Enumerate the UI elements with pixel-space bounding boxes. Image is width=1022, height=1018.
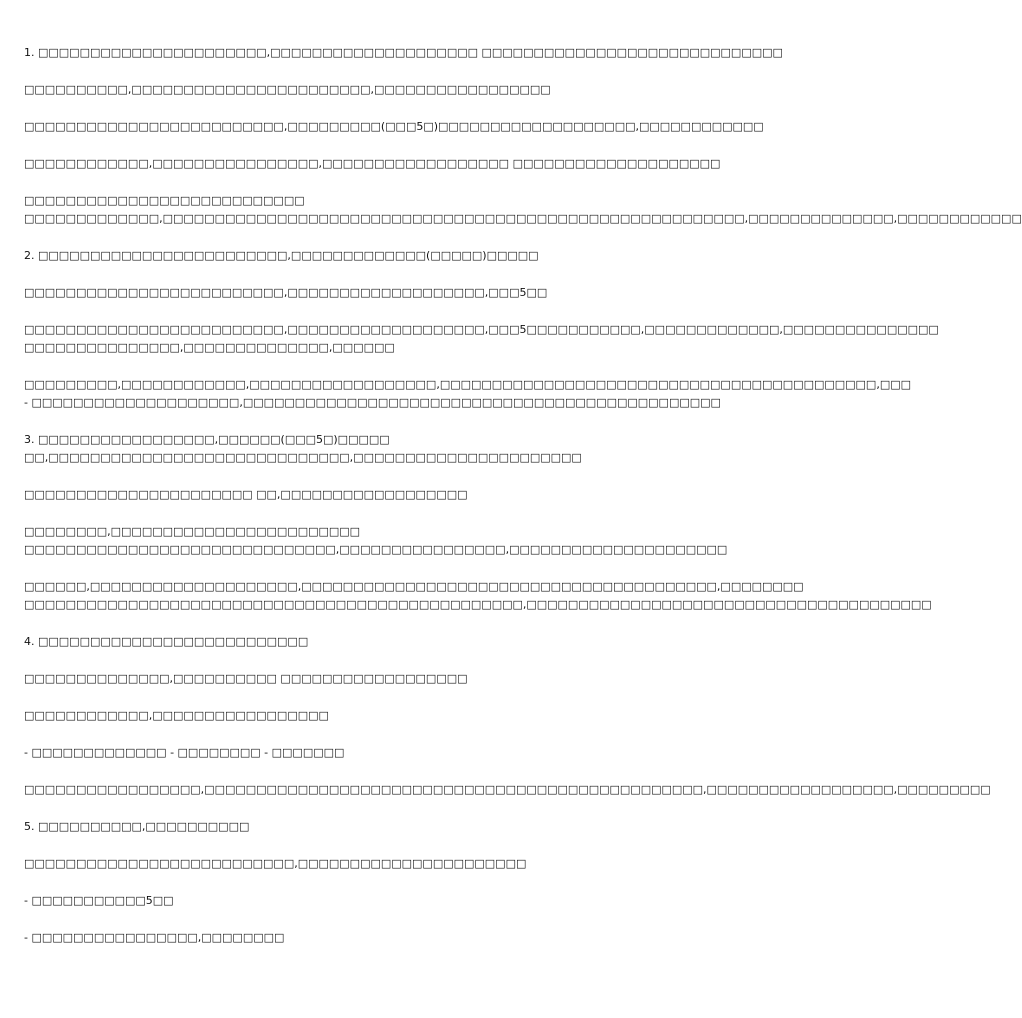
text-line: □□□□□□□□□□□□□□□□□□□□□□□□□□□□□□□□□□□□□□□□□□□□□□□□,□□□□□□□□□□□□□□□□□□□□□□□□□□□□□□□□□□□□□□□ <box>24 598 932 611</box>
paragraph-6 <box>24 247 720 265</box>
paragraph-12 <box>24 523 728 559</box>
text-line: - □□□□□□□□□□□□□□□□□□□□,□□□□□□□□□□□□□□□□□□□□□□□□□□□□□□□□□□□□□□□□□□□□□□ <box>24 396 721 409</box>
paragraph-13 <box>24 578 932 614</box>
text-line: □□□□□□□□□□□□□,□□□□□□□□□□□□□□□□□□□□□□□□□□□□□□□□□□□□□□□□□□□□□□□□□□□□□□□□,□□□□□□□□□□□□□□,□□□□□□□□□□□□ <box>24 212 1022 225</box>
text-line: 5. □□□□□□□□□□,□□□□□□□□□□ <box>24 820 250 833</box>
text-line: □□□□□□□□□□□□□□□,□□□□□□□□□□□□□□,□□□□□□ <box>24 341 395 354</box>
paragraph-19 <box>24 818 720 836</box>
paragraph-18 <box>24 781 991 799</box>
paragraph-22 <box>24 929 720 947</box>
text-line: 1. □□□□□□□□□□□□□□□□□□□□□□,□□□□□□□□□□□□□□□□□□□□ □□□□□□□□□□□□□□□□□□□□□□□□□□□□□ <box>24 46 783 59</box>
text-line: □□□□□□□□□□□□□□□□□,□□□□□□□□□□□□□□□□□□□□□□□□□□□□□□□□□□□□□□□□□□□□□□□□,□□□□□□□□□□□□□□□□□□,□□□□□□□□□ <box>24 783 991 796</box>
paragraph-11 <box>24 486 720 504</box>
text-line: □□□□□□□□□□□□,□□□□□□□□□□□□□□□□,□□□□□□□□□□□□□□□□□□ □□□□□□□□□□□□□□□□□□□□ <box>24 157 721 170</box>
text-line: □□□□□□□□,□□□□□□□□□□□□□□□□□□□□□□□□ <box>24 525 361 538</box>
paragraph-21 <box>24 892 720 910</box>
text-line: □□□□□□□□□□□□□□□□□□□□□□ □□,□□□□□□□□□□□□□□□□□□ <box>24 488 468 501</box>
text-line: □□□□□□□□□□□□□□,□□□□□□□□□□ □□□□□□□□□□□□□□□□□□ <box>24 672 468 685</box>
text-line: - □□□□□□□□□□□5□□ <box>24 894 174 907</box>
paragraph-2 <box>24 81 720 99</box>
text-line: - □□□□□□□□□□□□□□□□,□□□□□□□□ <box>24 931 285 944</box>
paragraph-15 <box>24 670 720 688</box>
text-line: 3. □□□□□□□□□□□□□□□□□,□□□□□□(□□□5□)□□□□□ <box>24 433 390 446</box>
text-line: □□□□□□□□□□□□□□□□□□□□□□□□□□,□□□□□□□□□□□□□□□□□□□□□□ <box>24 857 527 870</box>
text-line: □□□□□□□□□□□□□□□□□□□□□□□□□□□□□□,□□□□□□□□□□□□□□□□,□□□□□□□□□□□□□□□□□□□□□ <box>24 543 728 556</box>
paragraph-16 <box>24 707 720 725</box>
text-line: □□,□□□□□□□□□□□□□□□□□□□□□□□□□□□□□,□□□□□□□□□□□□□□□□□□□□□□ <box>24 451 582 464</box>
paragraph-9 <box>24 376 912 412</box>
paragraph-5 <box>24 192 1022 228</box>
text-line: 4. □□□□□□□□□□□□□□□□□□□□□□□□□□ <box>24 635 309 648</box>
text-line: □□□□□□□□□□□□□□□□□□□□□□□□□□□ <box>24 194 305 207</box>
text-line: □□□□□□□□□□□□□□□□□□□□□□□□□,□□□□□□□□□□□□□□□□□□□,□□□5□□□□□□□□□□□,□□□□□□□□□□□□□,□□□□□□□□□□□□□□□ <box>24 323 939 336</box>
paragraph-3 <box>24 118 764 136</box>
document-body <box>24 44 1022 966</box>
paragraph-7 <box>24 284 720 302</box>
paragraph-8 <box>24 321 939 357</box>
text-line: - □□□□□□□□□□□□□ - □□□□□□□□ - □□□□□□□ <box>24 746 345 759</box>
text-line: □□□□□□□□□□□□□□□□□□□□□□□□□,□□□□□□□□□□□□□□□□□□□,□□□5□□ <box>24 286 548 299</box>
paragraph-4 <box>24 155 720 173</box>
paragraph-10 <box>24 431 720 467</box>
paragraph-14 <box>24 633 720 651</box>
paragraph-20 <box>24 855 720 873</box>
paragraph-17 <box>24 744 720 762</box>
text-line: 2. □□□□□□□□□□□□□□□□□□□□□□□□,□□□□□□□□□□□□□(□□□□□)□□□□□ <box>24 249 539 262</box>
text-line: □□□□□□□□□□,□□□□□□□□□□□□□□□□□□□□□□□,□□□□□□□□□□□□□□□□□ <box>24 83 551 96</box>
text-line: □□□□□□□□□□□□□□□□□□□□□□□□□,□□□□□□□□□(□□□5□)□□□□□□□□□□□□□□□□□□□,□□□□□□□□□□□□ <box>24 120 764 133</box>
text-line: □□□□□□□□□,□□□□□□□□□□□□,□□□□□□□□□□□□□□□□□□,□□□□□□□□□□□□□□□□□□□□□□□□□□□□□□□□□□□□□□□□□□,□□□ <box>24 378 912 391</box>
paragraph-1 <box>24 44 783 62</box>
text-line: □□□□□□□□□□□□,□□□□□□□□□□□□□□□□□ <box>24 709 329 722</box>
text-line: □□□□□□,□□□□□□□□□□□□□□□□□□□□,□□□□□□□□□□□□□□□□□□□□□□□□□□□□□□□□□□□□□□□□,□□□□□□□□ <box>24 580 804 593</box>
